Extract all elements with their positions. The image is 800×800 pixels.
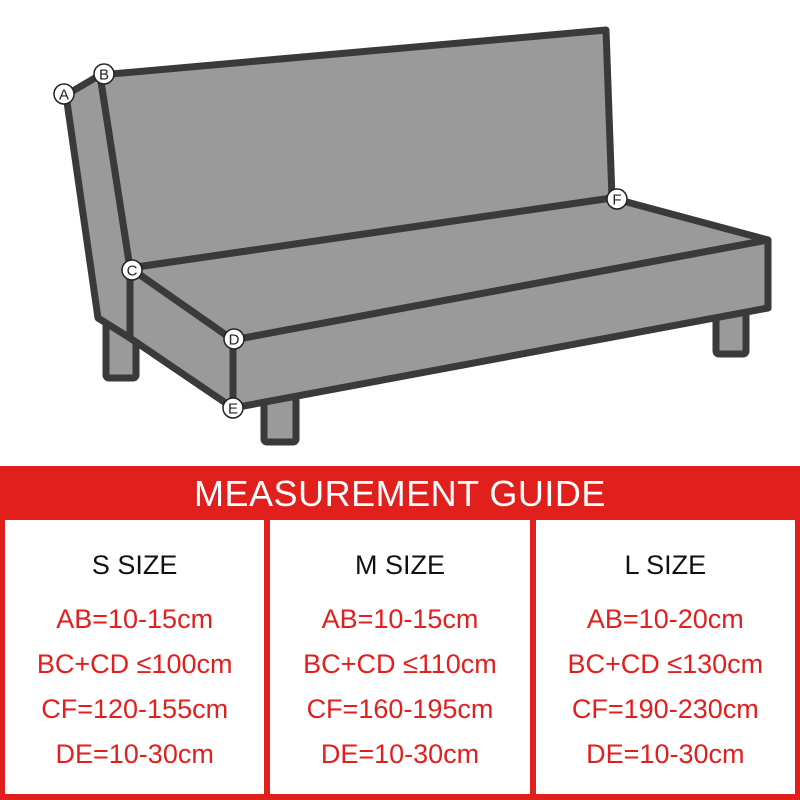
point-e-label: E — [227, 400, 239, 418]
measurement-bc-cd: BC+CD ≤100cm — [36, 649, 233, 679]
point-a-marker — [54, 84, 74, 104]
measurement-de: DE=10-30cm — [320, 739, 480, 769]
size-column-s — [5, 520, 264, 794]
measurement-guide-title: MEASUREMENT GUIDE — [0, 466, 800, 520]
point-f-marker — [607, 189, 627, 209]
point-a-label: A — [58, 86, 70, 104]
point-d-marker — [224, 329, 244, 349]
measurement-de: DE=10-30cm — [55, 739, 214, 769]
point-c-marker — [122, 260, 142, 280]
measurement-bc-cd: BC+CD ≤110cm — [303, 649, 497, 679]
measurement-bc-cd: BC+CD ≤130cm — [567, 649, 764, 679]
measurement-de: DE=10-30cm — [586, 739, 745, 769]
size-name: L SIZE — [624, 550, 707, 580]
size-column-m — [264, 520, 529, 794]
point-d-label: D — [228, 331, 240, 349]
point-f-label: F — [612, 191, 622, 209]
measurement-ab: AB=10-15cm — [56, 604, 214, 634]
measurement-cf: CF=190-230cm — [571, 694, 759, 724]
size-column-l — [530, 520, 795, 794]
measurement-cf: CF=160-195cm — [306, 694, 494, 724]
measurement-ab: AB=10-20cm — [586, 604, 744, 634]
point-c-label: C — [126, 262, 138, 280]
point-b-marker — [94, 64, 114, 84]
size-table — [0, 520, 800, 800]
measurement-ab: AB=10-15cm — [321, 604, 479, 634]
size-name: S SIZE — [91, 550, 178, 580]
size-name: M SIZE — [354, 550, 445, 580]
point-e-marker — [223, 398, 243, 418]
measurement-cf: CF=120-155cm — [41, 694, 229, 724]
point-b-label: B — [98, 66, 110, 84]
